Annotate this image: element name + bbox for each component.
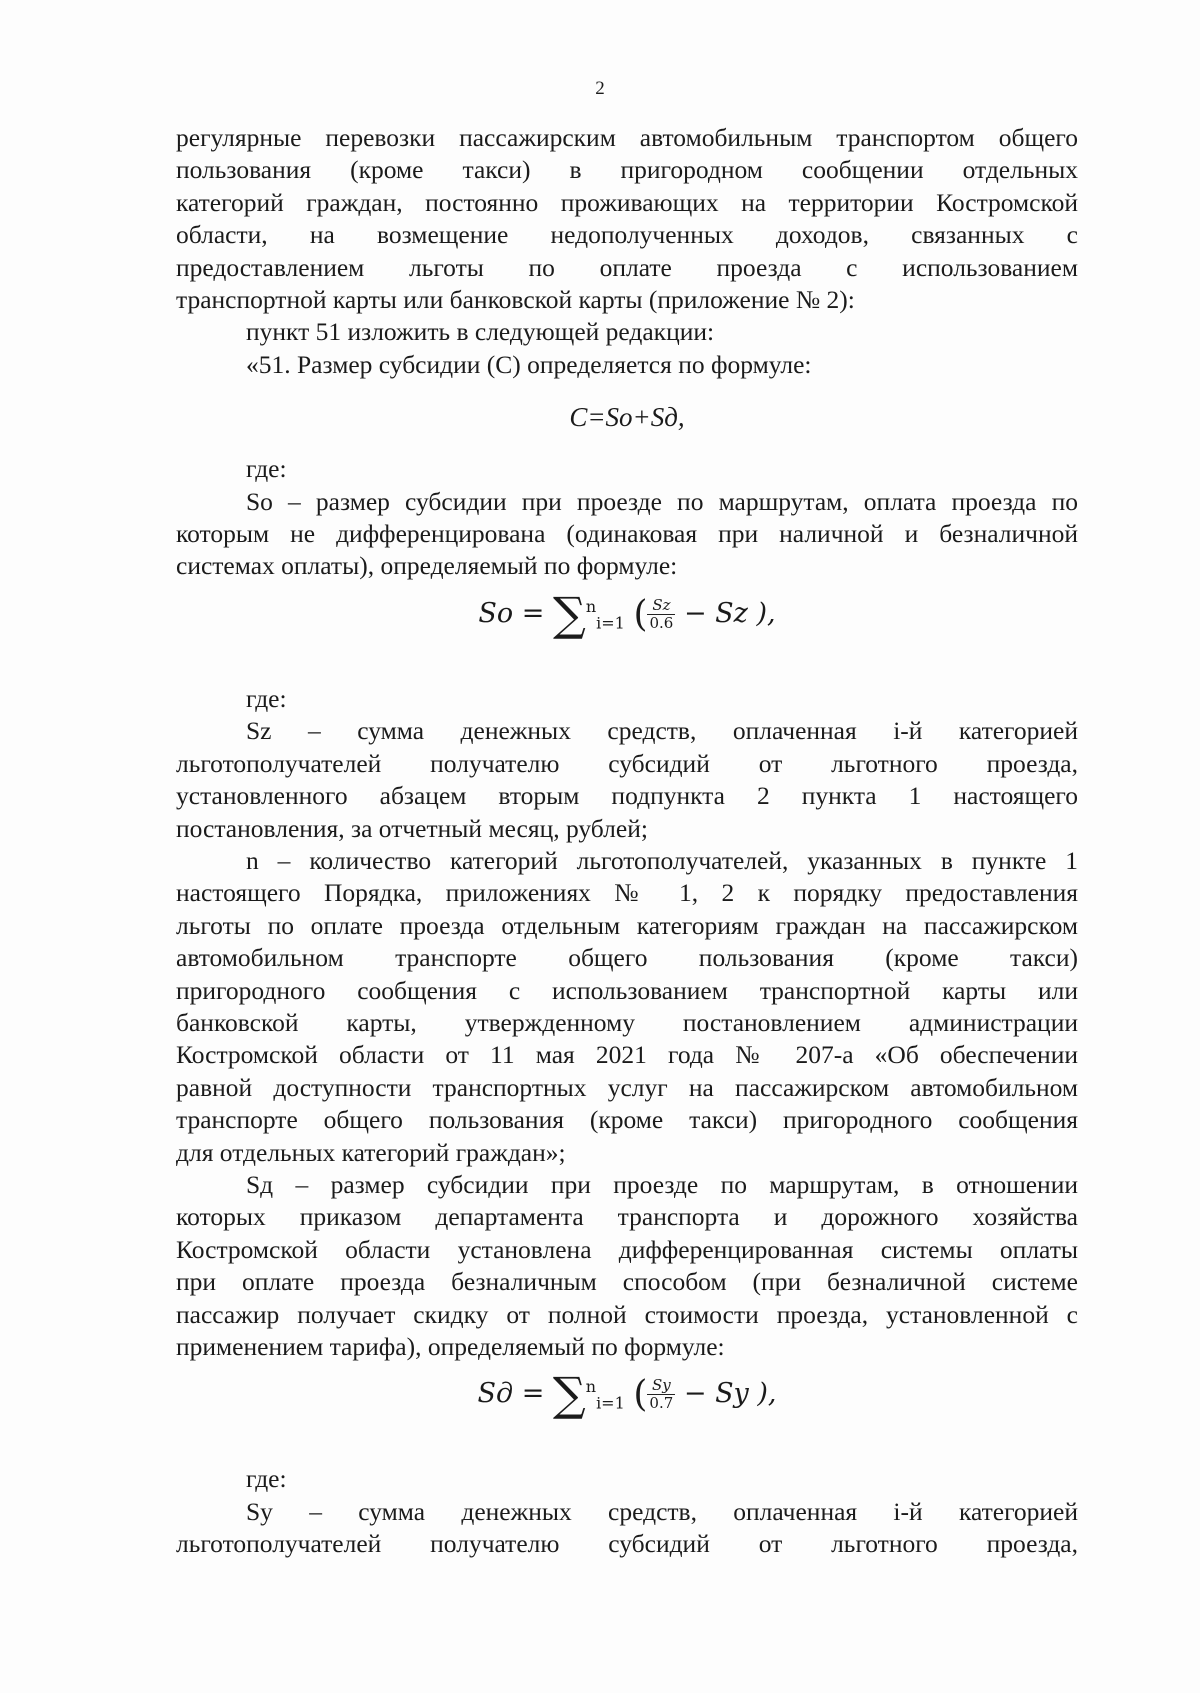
text-line: Sz – сумма денежных средств, оплаченная i-й категорией [246, 716, 1078, 746]
text-line: автомобильном транспорте общего пользования (кроме такси) [176, 943, 1078, 973]
text-line: Sо – размер субсидии при проезде по маршрутам, оплата проезда по [246, 486, 1078, 516]
text-line: которым не дифференцирована (одинаковая при наличной и безналичной [176, 519, 1078, 549]
text-line: Sy – сумма денежных средств, оплаченная i-й категорией [246, 1496, 1078, 1526]
so-definition [176, 486, 1078, 583]
fraction-numerator: Sz [647, 597, 675, 615]
sum-upper: n [585, 1377, 597, 1397]
formula-tail: − Sy ), [683, 1378, 777, 1410]
formula-c: С=Sо+Sд, [569, 402, 685, 433]
document-body [176, 122, 1078, 1561]
sd-definition [176, 1169, 1078, 1363]
text-line: льготы по оплате проезда отдельным категориям граждан на пассажирском [176, 910, 1078, 940]
text-line: предоставлением льготы по оплате проезда с использованием [176, 252, 1078, 282]
text-line: установленного абзацем вторым подпункта 2 пункта 1 настоящего [176, 781, 1078, 811]
text-line: Костромской области от 11 мая 2021 года № 207-а «Об обеспечении [176, 1040, 1078, 1070]
sum-symbol: ∑ [552, 1367, 586, 1422]
text-line: применением тарифа), определяемый по формуле: [176, 1332, 725, 1361]
text-line: льготополучателей получателю субсидий от льготного проезда, [176, 1529, 1078, 1559]
fraction-numerator: Sy [647, 1377, 675, 1395]
text-line: которых приказом департамента транспорта и дорожного хозяйства [176, 1202, 1078, 1232]
sum-symbol: ∑ [552, 586, 586, 641]
razmer-line: «51. Размер субсидии (С) определяется по формуле: [246, 349, 812, 379]
text-line: при оплате проезда безналичным способом (при безналичной системе [176, 1267, 1078, 1297]
text-line: для отдельных категорий граждан»; [176, 1137, 566, 1167]
text-line: регулярные перевозки пассажирским автомобильным транспортом общего [176, 123, 1078, 152]
gde-label: где: [246, 454, 287, 484]
text-line: пригородного сообщения с использованием транспортной карты или [176, 975, 1078, 1005]
text-line: категорий граждан, постоянно проживающих на территории Костромской [176, 187, 1078, 217]
sy-definition [176, 1496, 1078, 1561]
sum-lower: i=1 [596, 1393, 625, 1413]
fraction [647, 597, 675, 632]
text-line: льготополучателей получателю субсидий от льготного проезда, [176, 748, 1078, 778]
text-line: транспортной карты или банковской карты (приложение № 2): [176, 285, 855, 315]
text-line: Костромской области установлена дифференцированная системы оплаты [176, 1234, 1078, 1264]
text-line: n – количество категорий льготополучателей, указанных в пункте 1 [246, 845, 1078, 875]
fraction [647, 1377, 675, 1412]
punkt-line: пункт 51 изложить в следующей редакции: [246, 317, 715, 347]
fraction-denominator: 0.7 [649, 1394, 674, 1413]
gde-label: где: [246, 683, 287, 713]
text-line: банковской карты, утвержденному постановлением администрации [176, 1007, 1078, 1037]
gde-label: где: [246, 1464, 287, 1494]
text-line: постановления, за отчетный месяц, рублей; [176, 813, 648, 843]
sz-definition [176, 715, 1078, 845]
formula-lhs: So [478, 597, 514, 629]
formula-so: So = ∑$^n_{i=1}$ ( $\frac{Sz}{0.6}$ − Sz ), [478, 586, 776, 641]
sum-upper: n [585, 596, 597, 616]
text-line: транспорте общего пользования (кроме такси) пригородного сообщения [176, 1105, 1078, 1135]
page-number: 2 [595, 78, 605, 99]
formula-c-block [176, 381, 1078, 453]
text-line: пассажир получает скидку от полной стоимости проезда, установленной с [176, 1299, 1078, 1329]
text-line: равной доступности транспортных услуг на пассажирском автомобильном [176, 1072, 1078, 1102]
paragraph-intro [176, 122, 1078, 316]
sum-lower: i=1 [596, 613, 625, 633]
formula-sd-block [176, 1363, 1078, 1463]
fraction-denominator: 0.6 [649, 613, 674, 632]
text-line: области, на возмещение недополученных доходов, связанных с [176, 220, 1078, 250]
formula-lhs: Sд [477, 1378, 514, 1410]
text-line: Sд – размер субсидии при проезде по маршрутам, в отношении [246, 1169, 1078, 1199]
n-definition [176, 845, 1078, 1169]
text-line: настоящего Порядка, приложениях № 1, 2 к порядку предоставления [176, 878, 1078, 908]
text-line: пользования (кроме такси) в пригородном сообщении отдельных [176, 155, 1078, 185]
formula-tail: − Sz ), [683, 597, 776, 629]
text-line: системах оплаты), определяемый по формуле: [176, 551, 678, 581]
formula-so-block [176, 583, 1078, 683]
formula-sd: Sд = ∑$^n_{i=1}$ ( $\frac{Sy}{0.7}$ − Sy ), [477, 1367, 777, 1422]
